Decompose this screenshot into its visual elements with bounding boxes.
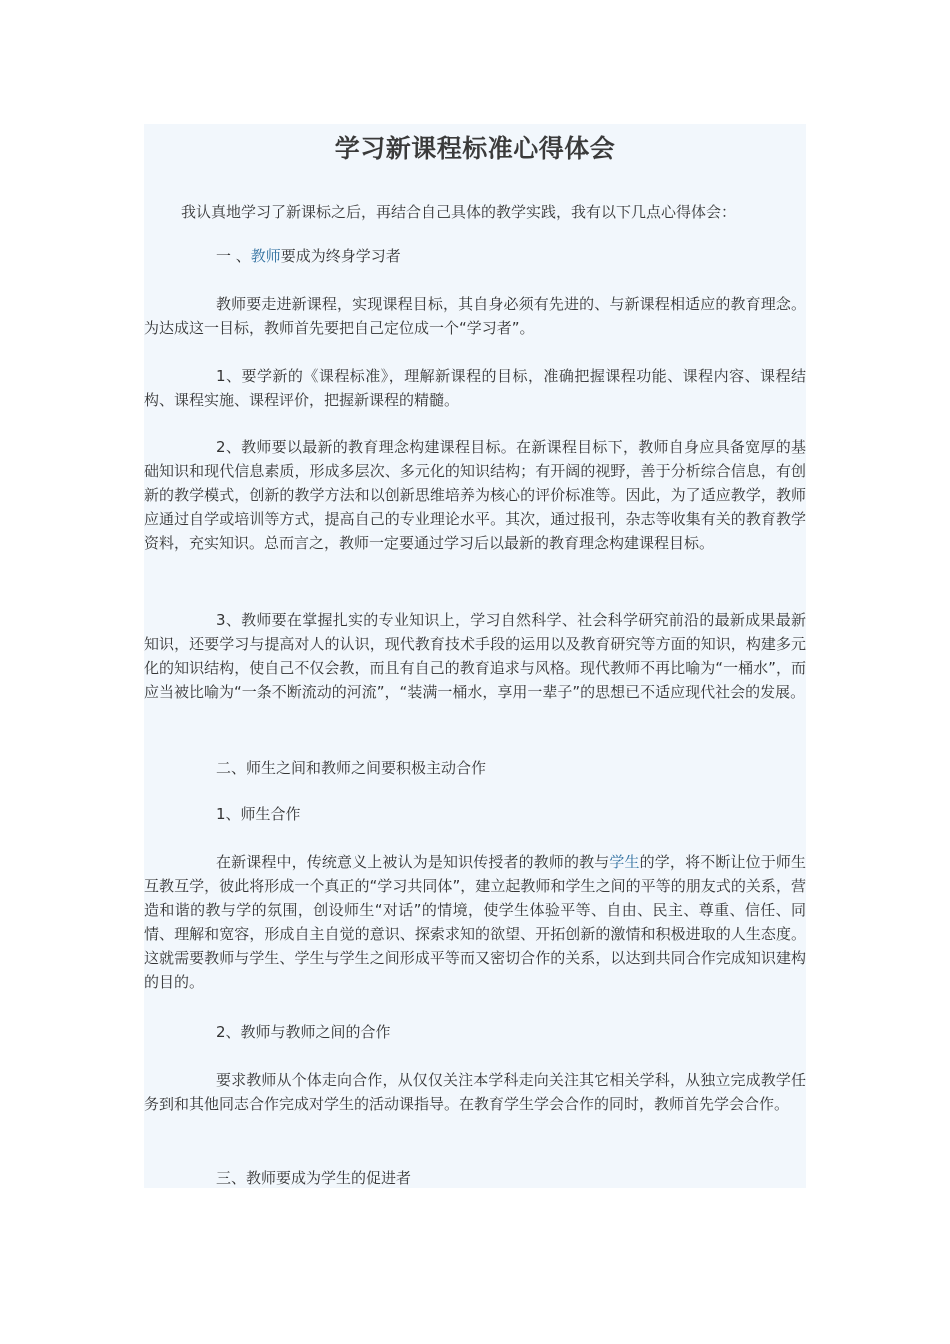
paragraph-teacher-teacher: 要求教师从个体走向合作，从仅仅关注本学科走向关注其它相关学科，从独立完成教学任务到和其他同志合作完成对学生的活动课指导。在教育学生学会合作的同时，教师首先学会合作。 — [144, 1071, 806, 1113]
paragraph-teacher-learner: 教师要走进新课程，实现课程目标，其自身必须有先进的、与新课程相适应的教育理念。为达成这一目标，教师首先要把自己定位成一个“学习者”。 — [144, 295, 806, 337]
heading-one-prefix: 一 、 — [216, 247, 251, 265]
paragraph-point-2: 2、教师要以最新的教育理念构建课程目标。在新课程目标下，教师自身应具备宽厚的基础知识和现代信息素质，形成多层次、多元化的知识结构；有开阔的视野，善于分析综合信息，有创新的教学模式，创新的教学方法和以创新思维培养为核心的评价标准等。因此，为了适应教学，教师应通过自学或培训等方式，提高自己的专业理论水平。其次，通过报刊，杂志等收集有关的教育教学资料，充实知识。总而言之，教师一定要通过学习后以最新的教育理念构建课程目标。 — [144, 438, 806, 552]
article-body — [144, 124, 806, 1188]
student-link[interactable]: 学生 — [609, 853, 640, 871]
subheading-teacher-student: 1、师生合作 — [216, 805, 301, 823]
teacher-link[interactable]: 教师 — [250, 247, 281, 265]
paragraph-point-3: 3、教师要在掌握扎实的专业知识上，学习自然科学、社会科学研究前沿的最新成果最新知识，还要学习与提高对人的认识，现代教育技术手段的运用以及教育研究等方面的知识，构建多元化的知识结构，使自己不仅会教，而且有自己的教育追求与风格。现代教师不再比喻为“一桶水”，而应当被比喻为“一条不断流动的河流”，“装满一桶水，享用一辈子”的思想已不适应现代社会的发展。 — [144, 611, 806, 701]
subheading-teacher-teacher: 2、教师与教师之间的合作 — [216, 1023, 391, 1041]
heading-three: 三、教师要成为学生的促进者 — [216, 1169, 412, 1187]
paragraph-point-1: 1、要学新的《课程标准》，理解新课程的目标，准确把握课程功能、课程内容、课程结构、课程实施、课程评价，把握新课程的精髓。 — [144, 367, 806, 409]
paragraph-teacher-student-a: 在新课程中，传统意义上被认为是知识传授者的教师的教与 — [216, 853, 610, 871]
intro-paragraph: 我认真地学习了新课标之后，再结合自己具体的教学实践，我有以下几点心得体会： — [181, 203, 737, 221]
paragraph-teacher-student — [144, 850, 806, 994]
heading-one — [144, 244, 806, 268]
document-title: 学习新课程标准心得体会 — [334, 134, 616, 163]
heading-one-suffix: 要成为终身学习者 — [280, 247, 401, 265]
heading-two: 二、师生之间和教师之间要积极主动合作 — [216, 759, 487, 777]
paragraph-teacher-student-b: 的学，将不断让位于师生互教互学，彼此将形成一个真正的“学习共同体”，建立起教师和学生之间的平等的朋友式的关系，营造和谐的教与学的氛围，创设师生“对话”的情境，使学生体验平等、自由、民主、尊重、信任、同情、理解和宽容，形成自主自觉的意识、探索求知的欲望、开拓创新的激情和积极进取的人生态度。这就需要教师与学生、学生与学生之间形成平等而又密切合作的关系，以达到共同合作完成知识建构的目的。 — [144, 853, 806, 991]
